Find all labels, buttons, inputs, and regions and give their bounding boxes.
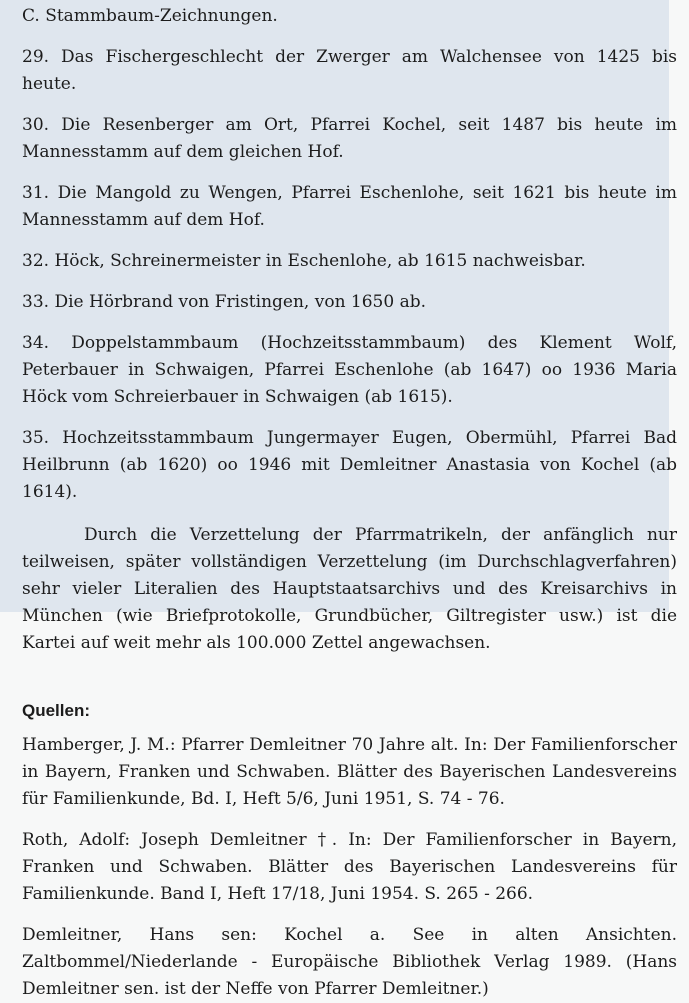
list-item-30: 30. Die Resenberger am Ort, Pfarrei Kochel, seit 1487 bis heute im Mannesstamm auf dem gleichen Hof. bbox=[22, 115, 677, 162]
sources-heading: Quellen: bbox=[22, 701, 91, 720]
source-entry-roth: Roth, Adolf: Joseph Demleitner †. In: Der Familienforscher in Bayern, Franken und Schwaben. Blätter des Bayerischen Landesvereins für Familienkunde. Band I, Heft 17/18, Juni 1954. S. 265 - 266. bbox=[22, 830, 677, 904]
list-item-32: 32. Höck, Schreinermeister in Eschenlohe, ab 1615 nachweisbar. bbox=[22, 251, 586, 271]
list-item-35: 35. Hochzeitsstammbaum Jungermayer Eugen, Obermühl, Pfarrei Bad Heilbrunn (ab 1620) oo 1946 mit Demleitner Anastasia von Kochel (ab 1614). bbox=[22, 428, 677, 502]
list-item-31: 31. Die Mangold zu Wengen, Pfarrei Eschenlohe, seit 1621 bis heute im Mannesstamm auf dem Hof. bbox=[22, 183, 677, 230]
document-body bbox=[22, 0, 677, 1003]
list-item-34: 34. Doppelstammbaum (Hochzeitsstammbaum) des Klement Wolf, Peterbauer in Schwaigen, Pfarrei Eschenlohe (ab 1647) oo 1936 Maria Höck vom Schreierbauer in Schwaigen (ab 1615). bbox=[22, 333, 677, 407]
source-entry-demleitner: Demleitner, Hans sen: Kochel a. See in alten Ansichten. Zaltbommel/Niederlande - Europäische Bibliothek Verlag 1989. (Hans Demleitner sen. ist der Neffe von Pfarrer Demleitner.) bbox=[22, 925, 677, 999]
list-item-29: 29. Das Fischergeschlecht der Zwerger am Walchensee von 1425 bis heute. bbox=[22, 47, 677, 94]
section-heading: C. Stammbaum-Zeichnungen. bbox=[22, 6, 278, 26]
source-entry-hamberger: Hamberger, J. M.: Pfarrer Demleitner 70 Jahre alt. In: Der Familienforscher in Bayern, Franken und Schwaben. Blätter des Bayerischen Landesvereins für Familienkunde, Bd. I, Heft 5/6, Juni 1951, S. 74 - 76. bbox=[22, 735, 677, 809]
body-paragraph: Durch die Verzettelung der Pfarrmatrikeln, der anfänglich nur teilweisen, später vollständigen Verzettelung (im Durchschlagverfahren) sehr vieler Literalien des Hauptstaatsarchivs und des Kreisarchivs in München (wie Briefprotokolle, Grundbücher, Giltregister usw.) ist die Kartei auf weit mehr als 100.000 Zettel angewachsen. bbox=[22, 525, 677, 653]
list-item-33: 33. Die Hörbrand von Fristingen, von 1650 ab. bbox=[22, 292, 427, 312]
